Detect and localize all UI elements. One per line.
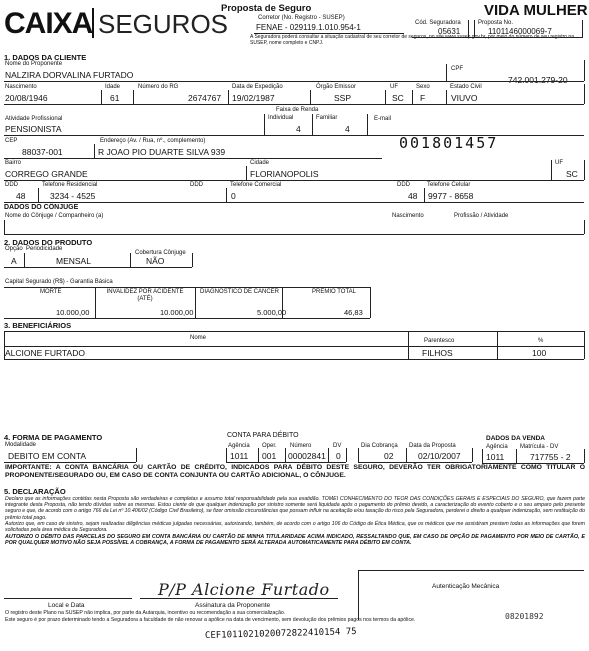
agency-label: Agência	[228, 443, 250, 449]
brand-caixa: CAIXA	[4, 7, 93, 40]
auth-label: Autenticação Mecânica	[432, 583, 500, 590]
dv-label: DV	[333, 443, 342, 449]
client-sex: F	[420, 93, 426, 103]
payment-number: 00002841	[288, 451, 326, 461]
phone-res-label: Telefone Residencial	[42, 182, 98, 188]
spouse-cov-label: Cobertura Cônjuge	[135, 250, 186, 256]
profession-label: Atividade Profissional	[5, 116, 63, 122]
number-label: Número	[290, 443, 312, 449]
phone-com-label: Telefone Comercial	[230, 182, 282, 188]
spouse-profession-label: Profissão / Atividade	[454, 213, 509, 219]
city-label: Cidade	[250, 160, 270, 166]
caixa-logo	[4, 7, 92, 41]
beneficiary-name-header: Nome	[190, 335, 207, 341]
income-ind: 4	[296, 124, 301, 134]
ddd3-label: DDD	[397, 182, 410, 188]
client-ddd1: 48	[16, 191, 26, 201]
issuer-label: Órgão Emissor	[316, 84, 357, 90]
modality-label: Modalidade	[5, 442, 37, 448]
spouse-birth-label: Nascimento	[392, 213, 424, 219]
client-issue-date: 19/02/1987	[232, 93, 275, 103]
client-uf: SC	[392, 93, 404, 103]
section-declaration-title: 5. DECLARAÇÃO	[4, 487, 66, 496]
insurer-code: 05631	[438, 27, 461, 36]
cell-label: Telefone Celular	[427, 182, 471, 188]
proposal-date-label: Data da Proposta	[409, 443, 456, 449]
age-label: Idade	[105, 84, 121, 90]
premium-label: PREMIO TOTAL	[312, 289, 357, 295]
client-birth: 20/08/1946	[5, 93, 48, 103]
seguros-logo	[98, 9, 228, 40]
product-title: VIDA MULHER	[484, 2, 588, 19]
name-label: Nome do Proponente	[5, 61, 63, 67]
periodicity-label: Periodicidade	[26, 246, 63, 252]
beneficiary-kinship-header: Parentesco	[424, 338, 455, 344]
sale-reg-label: Matrícula - DV	[520, 444, 559, 450]
civil-label: Estado Civil	[450, 84, 482, 90]
declaration-text-3: AUTORIZO O DÉBITO DAS PARCELAS DO SEGURO EM CONTA BANCÁRIA OU CARTÃO DE MINHA TITULARIDADE ACIMA INDICADO, RESSALTANDO QUE, EM CASO DE OPÇÃO DE PAGAMENTO POR MEIO DE CARTÃO, E POR QUALQUER MOTIVO NÃO SEJA POSSÍVEL A COBRANÇA, A FORMA DE PAGAMENTO SERÁ ALTERADA AUTOMATICAMENTE PARA DÉBITO EM CONTA.	[5, 534, 585, 547]
capital-label: Capital Segurado (R$) - Garantia Básica	[5, 279, 113, 285]
issue-date-label: Data de Expedição	[232, 84, 283, 90]
product-premium: 46,83	[344, 308, 363, 317]
section-spouse-title: DADOS DO CÔNJUGE	[4, 204, 79, 211]
client-issuer: SSP	[334, 93, 352, 103]
broker-value: FENAE - 029119.1.010.954-1	[256, 23, 361, 32]
section-product-title: 2. DADOS DO PRODUTO	[4, 238, 93, 247]
product-cancer: 5.000,00	[257, 308, 287, 317]
district-label: Bairro	[5, 160, 22, 166]
payment-proposal-date: 02/10/2007	[418, 451, 461, 461]
declaration-text-1: Declaro que as informações contidas nesta Proposta são verdadeiras e completas e assumo total responsabilidade pela sua exatidão. TOMEI CONHECIMENTO DO TEOR DAS CONDIÇÕES GERAIS E ESPECIAIS DO SEGURO, que fazem parte integrante desta Proposta, não tendo dúvidas sobre as mesmas. Estou ciente de que qualquer indenização por sinistro somente será liquidada após o pagamento do prêmio devido, a caracterização do evento coberto e o seu amparo pelo presente seguro e que, de acordo com o artigo 766 da Lei nº 10.406/02 (Código Civil Brasileiro), se fizer omissão circunstâncias que possam influir na aceitação e/ou taxação do risco pela Seguradora, perderei o direito a qualquer indenização, sem restituição do prêmio total pago.	[5, 496, 585, 521]
uf2-label: UF	[555, 160, 563, 166]
client-rg: 2674767	[188, 93, 222, 103]
footer-note-2: Este seguro é por prazo determinado tendo a Seguradora a faculdade de não renovar a apólice na data de vencimento, sem devolução dos prêmios pagos nos termos da apólice.	[5, 617, 416, 623]
account-title: CONTA PARA DÉBITO	[227, 432, 299, 439]
op-label: Oper.	[262, 443, 277, 449]
beneficiary-kinship-0: FILHOS	[422, 348, 453, 358]
client-city: FLORIANOPOLIS	[250, 169, 319, 179]
cancer-label: DIAGNOSTICO DE CANCER	[200, 289, 280, 295]
insurer-code-label: Cód. Seguradora	[415, 20, 461, 26]
client-civil: VIUVO	[451, 93, 478, 103]
client-district: CORREGO GRANDE	[5, 169, 88, 179]
option-label: Opção	[5, 246, 23, 252]
client-cell: 9977 - 8658	[428, 191, 474, 201]
section-client-title: 1. DADOS DA CLIENTE	[4, 53, 87, 62]
signature-label: Assinatura da Proponente	[195, 602, 271, 609]
ddd2-label: DDD	[190, 182, 203, 188]
signature: P/P Alcione Furtado	[158, 580, 330, 599]
beneficiary-percent-0: 100	[532, 348, 547, 358]
income-fam: 4	[345, 124, 350, 134]
sale-agency: 1011	[486, 452, 505, 462]
client-cep: 88037-001	[22, 147, 63, 157]
footer-note-1: O registro deste Plano na SUSEP não implica, por parte da Autarquia, incentivo ou recomendação a sua comercialização.	[5, 610, 286, 616]
form-title: Proposta de Seguro	[221, 3, 312, 14]
logo-divider	[92, 8, 94, 38]
client-address: R JOAO PIO DUARTE SILVA 939	[98, 147, 226, 157]
client-profession: PENSIONISTA	[5, 124, 62, 134]
client-uf2: SC	[566, 169, 578, 179]
client-name: NALZIRA DORVALINA FURTADO	[5, 70, 134, 80]
email-label: E-mail	[374, 116, 392, 122]
sale-title: DADOS DA VENDA	[486, 435, 545, 442]
stamp-number: 001801457	[399, 134, 499, 152]
uf-label: UF	[390, 84, 398, 90]
ocr-line: CEF1011021020072822410154 75	[204, 627, 357, 641]
charge-day-label: Dia Cobrança	[361, 443, 398, 449]
client-phone-com: 0	[231, 191, 236, 201]
declaration-text-2: Autorizo que, em caso de sinistro, sejam realizadas diligências médicas julgadas necessárias, autorizando, também, de acordo com o artigo 106 do Código de Ética Médica, que os médicos que me assistiram prestem todas as informações que forem solicitadas pela área médica da Seguradora.	[5, 521, 585, 534]
product-spouse-cov: NÃO	[146, 256, 165, 266]
payment-important: IMPORTANTE: A CONTA BANCÁRIA OU CARTÃO DE CRÉDITO, INDICADOS PARA DÉBITO DESTE SEGURO, DEVERÃO TER OBRIGATORIAMENTE COMO TITULAR O PROPONENTE/SEGURADO OU, EM CASO DE CONTA CONJUNTA OU CARTÃO ADICIONAL, O CÔNJUGE.	[5, 464, 585, 479]
section-beneficiaries-title: 3. BENEFICIÁRIOS	[4, 321, 72, 330]
payment-modality: DEBITO EM CONTA	[8, 451, 87, 461]
payment-charge-day: 02	[384, 451, 394, 461]
payment-dv: 0	[336, 451, 341, 461]
birth-label: Nascimento	[5, 84, 37, 90]
proposal-no: 1101146000069-7	[488, 27, 552, 36]
place-date-label: Local e Data	[48, 602, 85, 609]
disability-label: INVALIDEZ POR ACIDENTE (ATÉ)	[106, 289, 184, 302]
broker-label: Corretor (No. Registro - SUSEP)	[258, 15, 345, 21]
sex-label: Sexo	[416, 84, 430, 90]
income-fam-label: Familiar	[316, 115, 338, 121]
client-ddd3: 48	[408, 191, 418, 201]
sale-reg: 717755 - 2	[530, 452, 571, 462]
product-option: A	[11, 256, 17, 266]
income-label: Faixa de Renda	[276, 107, 319, 113]
cpf-label: CPF	[451, 66, 463, 72]
client-phone-res: 3234 - 4525	[50, 191, 96, 201]
spouse-name-label: Nome do Cônjuge / Companheiro (a)	[5, 213, 104, 219]
proposal-no-label: Proposta No.	[478, 20, 514, 26]
beneficiary-name-0: ALCIONE FURTADO	[5, 348, 85, 358]
sale-agency-label: Agência	[486, 444, 508, 450]
product-death: 10.000,00	[56, 308, 90, 317]
product-periodicity: MENSAL	[56, 256, 91, 266]
brand-seguros: SEGUROS	[98, 9, 229, 39]
beneficiary-percent-header: %	[538, 338, 544, 344]
death-label: MORTE	[40, 289, 62, 295]
handwritten-ref: 08201892	[505, 612, 544, 621]
client-cpf: 742.001.279-20	[508, 75, 568, 85]
product-disability: 10.000,00	[160, 308, 194, 317]
payment-op: 001	[262, 451, 277, 461]
ddd-label: DDD	[5, 182, 18, 188]
section-payment-title: 4. FORMA DE PAGAMENTO	[4, 433, 103, 442]
cep-label: CEP	[5, 138, 18, 144]
income-ind-label: Individual	[268, 115, 294, 121]
broker-note: A Seguradora poderá consultar a situação cadastral de seu corretor de seguros, no site www.susep.gov.br, por meio do número de seu registro na SUSEP, nome completo e CNPJ.	[250, 34, 574, 46]
client-age: 61	[110, 93, 120, 103]
payment-agency: 1011	[230, 451, 249, 461]
rg-label: Número do RG	[138, 84, 179, 90]
address-label: Endereço (Av. / Rua, nº., complemento)	[100, 138, 206, 144]
